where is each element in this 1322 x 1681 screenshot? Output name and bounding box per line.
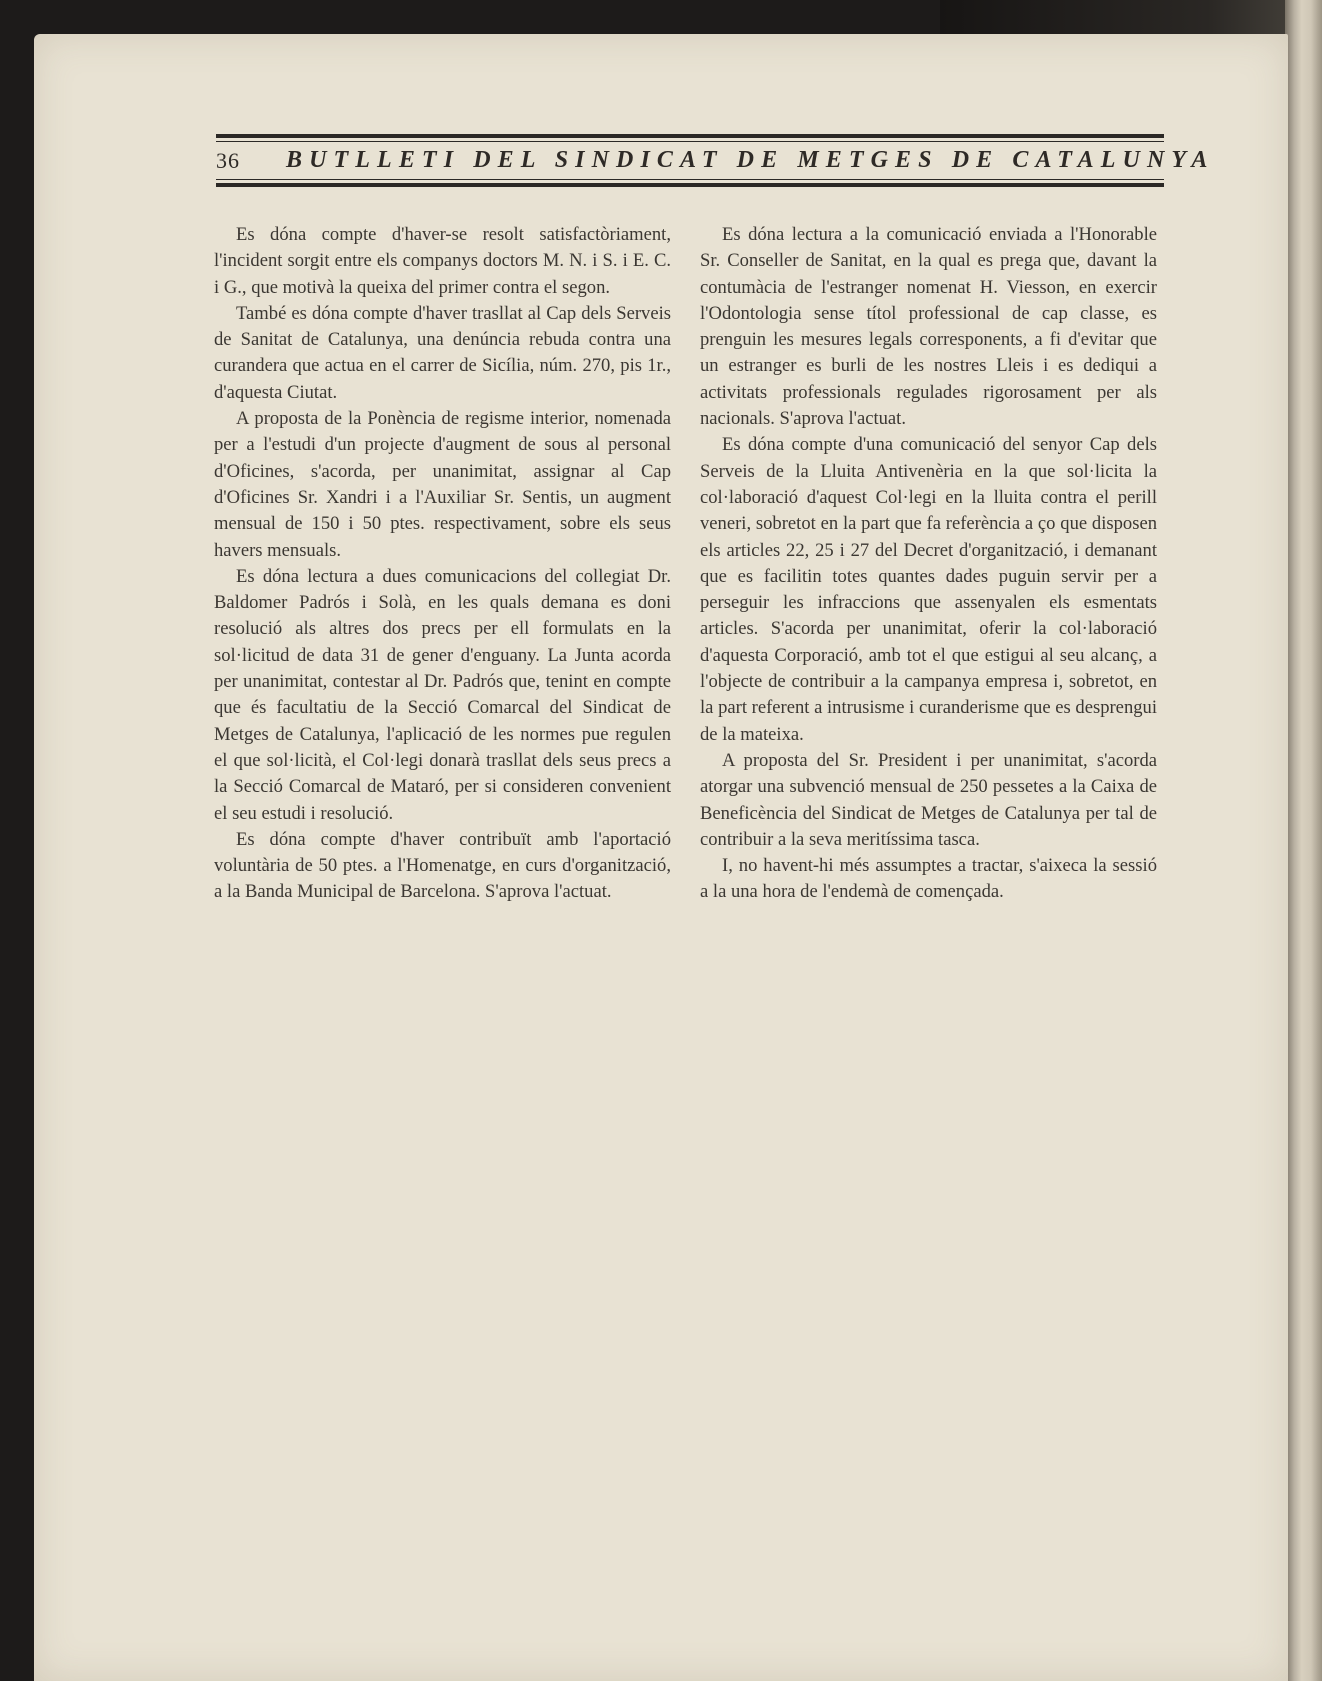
- left-column: [214, 222, 671, 906]
- paragraph: Es dóna lectura a la comunicació enviada a l'Honorable Sr. Conseller de Sanitat, en la qual es prega que, davant la contumàcia de l'estranger nomenat H. Viesson, en exercir l'Odontologia sense títol professional de cap classe, es prenguin les mesures legals corresponents, a fi d'evitar que un estranger es burli de les nostres Lleis i es dediqui a activitats professionals regulades rigorosament per als nacionals. S'aprova l'actuat.: [700, 224, 1157, 430]
- paragraph: A proposta del Sr. President i per unanimitat, s'acorda atorgar una subvenció mensual de 250 pessetes a la Caixa de Beneficència del Sindicat de Metges de Catalunya per tal de contribuir a la seva meritíssima tasca.: [700, 749, 1157, 850]
- paragraph: Es dóna compte d'una comunicació del senyor Cap dels Serveis de la Lluita Antivenèria en la que sol·licita la col·laboració d'aquest Col·legi en la lluita contra el perill veneri, sobretot en la part que fa referència a ço que disposen els articles 22, 25 i 27 del Decret d'organització, i demanant que es facilitin totes quantes dades puguin servir per a perseguir les infraccions que assenyalen els esmentats articles. S'acorda per unanimitat, oferir la col·laboració d'aquesta Corporació, amb tot el que estigui al seu alcanç, a l'objecte de contribuir a la campanya empresa i, sobretot, en la part referent a intrusisme i curanderisme que es desprengui de la mateixa.: [700, 434, 1157, 745]
- header-rule-bottom-thin: [216, 179, 1164, 180]
- header-rule-bottom-thick: [216, 183, 1164, 187]
- header-rule-top-thin: [216, 141, 1164, 142]
- journal-title: BUTLLETI DEL SINDICAT DE METGES DE CATALUNYA: [286, 147, 1215, 173]
- scan-background-edge: [1285, 0, 1322, 1681]
- paragraph: I, no havent-hi més assumptes a tractar, s'aixeca la sessió a la una hora de l'endemà de començada.: [700, 855, 1157, 903]
- paragraph: També es dóna compte d'haver trasllat al Cap dels Serveis de Sanitat de Catalunya, una denúncia rebuda contra una curandera que actua en el carrer de Sicília, núm. 270, pis 1r., d'aquesta Ciutat.: [214, 302, 671, 403]
- running-header: [216, 147, 1215, 177]
- paragraph: A proposta de la Ponència de regisme interior, nomenada per a l'estudi d'un projecte d'augment de sous al personal d'Oficines, s'acorda, per unanimitat, assignar al Cap d'Oficines Sr. Xandri i a l'Auxiliar Sr. Sentis, un augment mensual de 150 i 50 ptes. respectivament, sobre els seus havers mensuals.: [214, 408, 671, 561]
- paragraph: Es dóna compte d'haver-se resolt satisfactòriament, l'incident sorgit entre els companys doctors M. N. i S. i E. C. i G., que motivà la queixa del primer contra el segon.: [214, 224, 671, 298]
- header-rule-top-thick: [216, 134, 1164, 138]
- right-column: [700, 222, 1157, 906]
- scan-background-top: [940, 0, 1322, 38]
- paragraph: Es dóna lectura a dues comunicacions del collegiat Dr. Baldomer Padrós i Solà, en les quals demana es doni resolució als altres dos precs per ell formulats en la sol·licitud de data 31 de gener d'enguany. La Junta acorda per unanimitat, contestar al Dr. Padrós que, tenint en compte que és facultatiu de la Secció Comarcal del Sindicat de Metges de Catalunya, l'aplicació de les normes pue regulen el que sol·licità, el Col·legi donarà trasllat dels seus precs a la Secció Comarcal de Mataró, per si consideren convenient el seu estudi i resolució.: [214, 565, 671, 824]
- paragraph: Es dóna compte d'haver contribuït amb l'aportació voluntària de 50 ptes. a l'Homenatge, en curs d'organització, a la Banda Municipal de Barcelona. S'aprova l'actuat.: [214, 828, 671, 903]
- page-number: 36: [216, 148, 240, 173]
